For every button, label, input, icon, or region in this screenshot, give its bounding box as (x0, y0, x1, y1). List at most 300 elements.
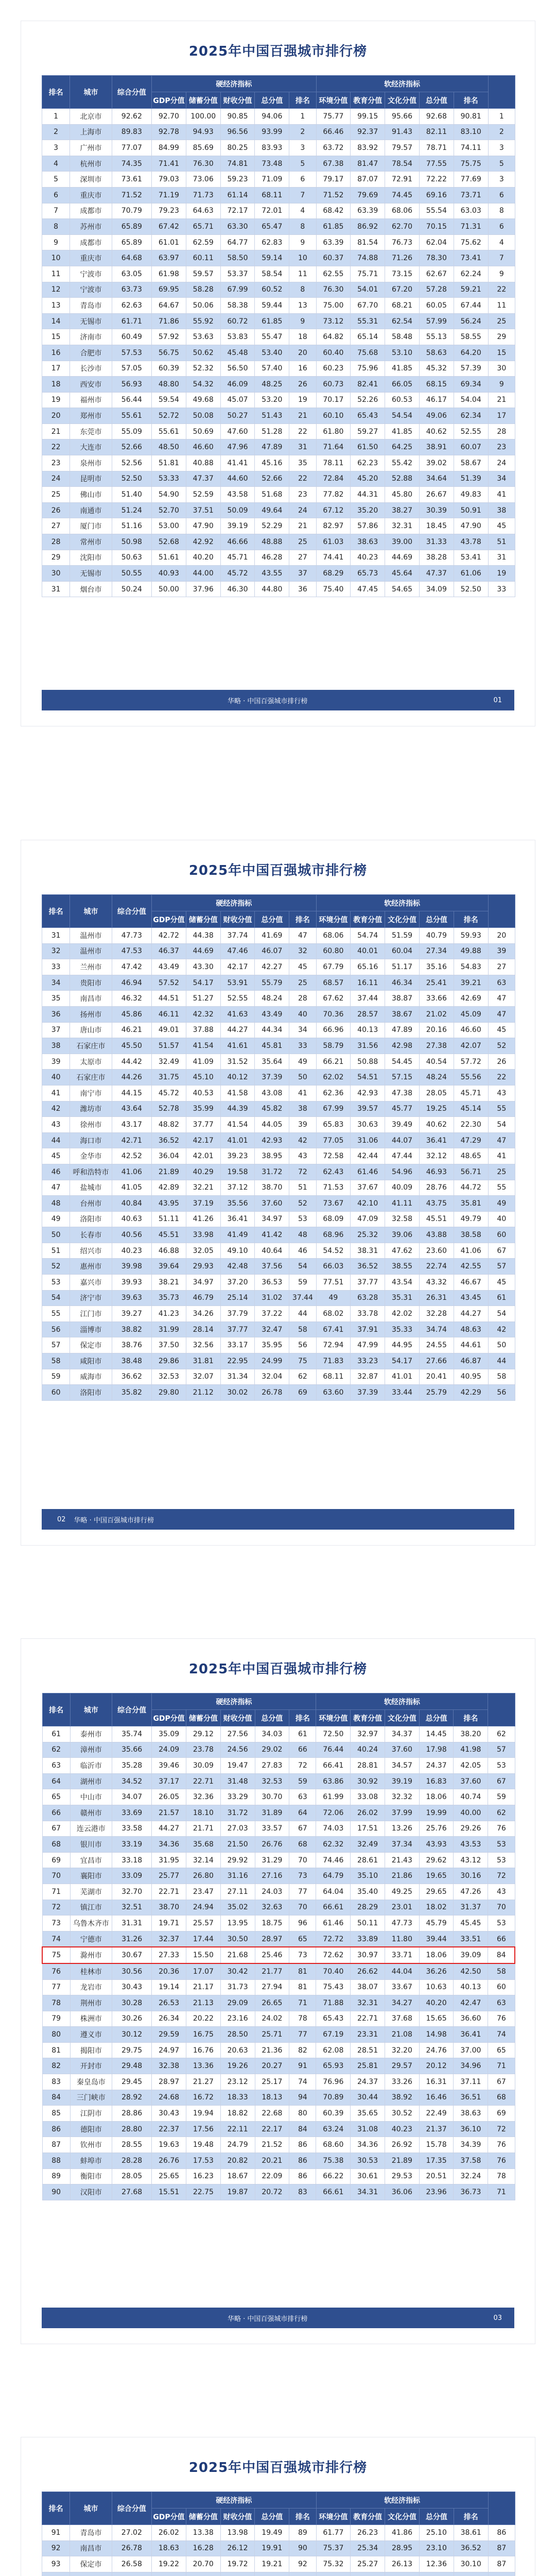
table-cell: 55.79 (255, 975, 289, 991)
table-cell: 32.20 (385, 2042, 419, 2058)
table-cell: 8 (42, 219, 70, 235)
table-row (42, 487, 515, 503)
table-cell: 16 (289, 361, 316, 377)
table-cell: 34.74 (419, 1321, 454, 1337)
table-cell: 41.85 (385, 423, 420, 439)
table-cell: 41 (42, 1085, 70, 1101)
table-cell: 46.79 (186, 1290, 220, 1306)
table-row (42, 2184, 515, 2200)
table-cell: 1 (289, 109, 316, 125)
table-cell: 82.41 (351, 377, 385, 393)
table-cell: 84 (488, 1947, 515, 1963)
table-cell: 48.63 (454, 1321, 488, 1337)
table-cell: 57.15 (385, 1070, 420, 1086)
table-cell: 35.10 (351, 1868, 385, 1884)
table-cell: 68.02 (316, 1306, 351, 1322)
table-cell: 82 (289, 2042, 316, 2058)
table-cell: 1 (42, 109, 70, 125)
table-cell: 61.77 (316, 2525, 351, 2541)
table-cell: 47.45 (351, 581, 385, 597)
table-cell: 64 (289, 1805, 316, 1821)
table-cell: 27.11 (220, 1884, 255, 1900)
page-footer (42, 1509, 514, 1530)
table-cell: 45.72 (220, 566, 255, 582)
table-cell: 徐州市 (70, 1117, 112, 1133)
table-cell: 40.88 (186, 455, 220, 471)
table-cell: 昆明市 (70, 471, 112, 487)
table-cell: 23.60 (419, 1243, 454, 1259)
table-cell: 18.10 (186, 1805, 221, 1821)
table-cell: 74.81 (220, 156, 255, 172)
table-cell: 90.81 (454, 109, 488, 125)
table-cell: 47.37 (186, 471, 220, 487)
table-cell: 18.82 (220, 2106, 255, 2122)
table-cell: 22.49 (419, 2106, 454, 2122)
table-cell: 25.46 (255, 1947, 289, 1963)
table-cell: 41.63 (220, 1006, 255, 1022)
header-filler (488, 1693, 515, 1726)
table-row (42, 2137, 515, 2153)
table-cell: 19.72 (220, 2556, 255, 2572)
table-cell: 62.04 (419, 234, 454, 250)
table-cell: 42.01 (186, 1148, 220, 1164)
table-cell: 70.36 (316, 1006, 351, 1022)
table-cell: 71.52 (112, 187, 151, 203)
table-cell: 29.53 (385, 2168, 419, 2184)
table-cell: 19.21 (255, 2556, 289, 2572)
table-cell: 42.17 (186, 1132, 220, 1148)
table-cell: 35.02 (220, 1900, 255, 1916)
table-cell: 39.49 (385, 1117, 420, 1133)
table-cell: 38.92 (385, 2090, 419, 2106)
table-cell: 62.32 (316, 1837, 351, 1853)
table-cell: 75.40 (316, 581, 351, 597)
table-cell: 37.60 (385, 1742, 419, 1758)
table-cell: 41 (289, 1085, 316, 1101)
table-cell: 76 (42, 1963, 70, 1979)
table-cell: 18.63 (151, 2540, 186, 2556)
table-cell: 34.07 (112, 1789, 152, 1805)
header-hard-group: 硬经济指标 (151, 76, 316, 92)
table-cell: 52 (488, 1038, 515, 1054)
table-cell: 73.41 (454, 250, 488, 266)
table-cell: 55 (488, 1101, 515, 1117)
table-cell: 44.60 (220, 471, 255, 487)
table-cell: 扬州市 (70, 1006, 112, 1022)
header-soft-group: 软经济指标 (316, 2492, 488, 2509)
page-3 (21, 1638, 535, 2344)
table-cell: 18.45 (419, 518, 454, 534)
table-cell: 36.41 (220, 1211, 255, 1227)
table-cell: 64.04 (316, 1884, 351, 1900)
table-cell: 31.81 (186, 1353, 220, 1369)
table-cell: 64.63 (186, 203, 220, 219)
table-cell: 6 (488, 187, 515, 203)
table-cell: 29.93 (186, 1259, 220, 1275)
table-cell: 72 (289, 1758, 316, 1774)
table-cell: 89 (289, 2525, 316, 2541)
table-cell: 44.38 (186, 928, 220, 944)
table-cell: 30.09 (186, 1758, 221, 1774)
table-cell: 13 (289, 298, 316, 314)
table-cell: 95.66 (385, 109, 420, 125)
table-cell: 58.48 (385, 329, 420, 345)
table-cell: 三门峡市 (70, 2090, 112, 2106)
table-cell: 32.47 (255, 1321, 289, 1337)
footer-label: 华略 · 中国百强城市排行榜 (228, 697, 308, 705)
table-cell: 33.23 (351, 1353, 385, 1369)
table-cell: 30.43 (112, 1979, 152, 1995)
table-cell: 18 (42, 377, 70, 393)
table-cell: 55.54 (419, 203, 454, 219)
table-cell: 56.75 (151, 345, 186, 361)
table-cell: 63 (488, 1995, 515, 2011)
table-cell: 51.24 (112, 502, 151, 518)
table-cell: 75.62 (454, 234, 488, 250)
table-cell: 44.15 (112, 1085, 151, 1101)
table-cell: 63.30 (220, 219, 255, 235)
table-cell: 16.72 (186, 2090, 221, 2106)
table-cell: 29.09 (220, 1995, 255, 2011)
table-cell: 53 (42, 1275, 70, 1291)
table-cell: 31 (289, 439, 316, 455)
table-cell: 30.53 (351, 2153, 385, 2169)
table-cell: 29.86 (151, 1353, 186, 1369)
table-cell: 75.71 (351, 266, 385, 282)
table-cell: 66.03 (316, 1259, 351, 1275)
table-cell: 72.72 (316, 1931, 351, 1947)
table-cell: 74.35 (112, 156, 151, 172)
table-cell: 25.57 (186, 1916, 221, 1931)
table-cell (419, 2572, 454, 2576)
table-cell: 9 (488, 377, 515, 393)
table-cell: 44.00 (186, 566, 220, 582)
table-cell: 63 (42, 1758, 70, 1774)
table-cell: 35.28 (112, 1758, 152, 1774)
table-cell: 67.70 (351, 298, 385, 314)
table-cell: 保定市 (70, 2556, 112, 2572)
table-cell: 78 (289, 2011, 316, 2027)
table-cell: 德阳市 (70, 2121, 112, 2137)
table-cell: 40.62 (419, 423, 454, 439)
table-cell: 50.11 (351, 1916, 385, 1931)
table-cell: 6 (42, 187, 70, 203)
table-row (42, 329, 515, 345)
table-cell: 35.99 (186, 1101, 220, 1117)
table-cell: 49.79 (454, 1211, 488, 1227)
table-cell: 25 (488, 1164, 515, 1180)
table-cell: 23.12 (220, 2074, 255, 2090)
table-cell: 32.04 (255, 1369, 289, 1385)
table-cell: 35.40 (351, 1884, 385, 1900)
table-cell: 85 (42, 2106, 70, 2122)
table-cell: 54.17 (385, 1353, 420, 1369)
table-cell: 59.44 (255, 298, 289, 314)
table-cell: 73 (289, 1947, 316, 1963)
table-cell: 惠州市 (70, 1259, 112, 1275)
table-cell: 27.66 (419, 1353, 454, 1369)
table-cell: 65.73 (351, 566, 385, 582)
table-cell: 53.40 (255, 345, 289, 361)
table-cell: 50.98 (112, 534, 151, 550)
table-cell: 28.97 (152, 2074, 186, 2090)
table-cell: 25.76 (419, 1821, 454, 1837)
table-cell: 38.27 (385, 502, 420, 518)
table-cell: 43.78 (454, 534, 488, 550)
table-cell: 71.41 (151, 156, 186, 172)
table-cell: 62.08 (316, 2042, 351, 2058)
table-cell: 石家庄市 (70, 1070, 112, 1086)
header-soft-total: 总分值 (419, 2509, 454, 2525)
table-row (42, 1337, 515, 1353)
table-cell: 44.69 (385, 550, 420, 566)
table-cell: 31 (42, 581, 70, 597)
table-cell: 67.20 (385, 282, 420, 298)
table-cell: 46.94 (112, 975, 151, 991)
header-hard-rank: 排名 (289, 92, 316, 109)
table-cell: 40.29 (186, 1164, 220, 1180)
table-cell: 厦门市 (70, 518, 112, 534)
table-cell: 44 (488, 1353, 515, 1369)
table-cell: 58.63 (419, 345, 454, 361)
table-cell: 22 (42, 439, 70, 455)
table-cell: 23.01 (385, 1900, 419, 1916)
table-cell: 25.32 (351, 1227, 385, 1243)
table-cell: 镇江市 (70, 1900, 112, 1916)
table-cell: 47.73 (112, 928, 151, 944)
table-cell: 9 (42, 234, 70, 250)
table-cell: 38.70 (152, 1900, 186, 1916)
header-rank: 排名 (42, 1693, 70, 1726)
table-cell: 75.38 (316, 2153, 351, 2169)
table-cell: 81 (42, 2042, 70, 2058)
table-cell: 52.55 (454, 423, 488, 439)
table-cell: 44.07 (385, 1132, 420, 1148)
table-row (42, 1117, 515, 1133)
ranking-table (42, 2492, 515, 2576)
table-cell: 温州市 (70, 943, 112, 959)
table-cell: 45.07 (220, 392, 255, 408)
table-cell: 青岛市 (70, 298, 112, 314)
table-cell: 74.46 (316, 1852, 351, 1868)
table-cell: 18.06 (419, 1947, 454, 1963)
table-cell: 27 (289, 550, 316, 566)
table-cell: 22 (488, 1070, 515, 1086)
table-cell: 30.44 (351, 2090, 385, 2106)
table-cell: 75.96 (351, 361, 385, 377)
table-cell: 69 (42, 1852, 70, 1868)
table-cell: 60.40 (316, 345, 351, 361)
table-row (42, 1868, 515, 1884)
table-cell: 31.34 (220, 1369, 255, 1385)
table-cell: 66 (488, 1931, 515, 1947)
table-cell: 48.82 (151, 1117, 186, 1133)
table-cell: 39.46 (152, 1758, 186, 1774)
table-cell: 39.06 (385, 1227, 420, 1243)
table-cell: 23 (42, 455, 70, 471)
table-cell: 37.60 (255, 1196, 289, 1212)
table-cell: 28.05 (419, 1085, 454, 1101)
table-cell: 61.80 (316, 423, 351, 439)
table-cell: 72.62 (316, 1947, 351, 1963)
table-cell: 20 (488, 928, 515, 944)
table-cell: 37.39 (351, 1385, 385, 1401)
table-cell: 31.99 (151, 1321, 186, 1337)
table-cell: 60.04 (385, 943, 420, 959)
table-cell: 76 (488, 2011, 515, 2027)
table-cell: 24.94 (186, 1900, 221, 1916)
table-cell: 77 (42, 1979, 70, 1995)
table-cell: 4 (42, 156, 70, 172)
table-cell: 60.49 (112, 329, 151, 345)
table-cell: 蚌埠市 (70, 2153, 112, 2169)
table-cell: 65.14 (351, 329, 385, 345)
table-cell: 35.64 (255, 1054, 289, 1070)
table-cell: 74 (289, 2074, 316, 2090)
table-cell: 86 (488, 2525, 515, 2541)
table-cell: 50.63 (112, 550, 151, 566)
table-cell: 67 (42, 1821, 70, 1837)
table-cell: 24.55 (419, 1337, 454, 1353)
table-cell: 62 (289, 1369, 316, 1385)
table-cell: 芜湖市 (70, 1884, 112, 1900)
table-cell: 21 (42, 423, 70, 439)
table-cell: 83 (42, 2074, 70, 2090)
table-cell: 3 (488, 140, 515, 156)
table-cell: 19.49 (255, 2525, 289, 2541)
table-cell: 36.53 (255, 1275, 289, 1291)
table-cell: 43.12 (454, 1852, 488, 1868)
table-cell: 41.42 (255, 1227, 289, 1243)
table-cell: 泰州市 (70, 1726, 112, 1742)
table-cell: 60 (42, 1385, 70, 1401)
header-soft-total: 总分值 (419, 92, 454, 109)
table-cell: 32.12 (419, 1148, 454, 1164)
table-cell: 84 (42, 2090, 70, 2106)
table-cell: 26.62 (351, 1963, 385, 1979)
table-cell: 86 (289, 2153, 316, 2169)
table-cell: 48.25 (255, 377, 289, 393)
table-cell: 76 (488, 1821, 515, 1837)
table-cell: 43 (42, 1117, 70, 1133)
table-cell: 22 (289, 423, 316, 439)
table-cell: 92.78 (151, 124, 186, 140)
table-cell: 24 (42, 471, 70, 487)
table-cell: 32.28 (419, 1306, 454, 1322)
table-cell: 16 (42, 345, 70, 361)
table-cell: 沈阳市 (70, 550, 112, 566)
table-row (42, 2121, 515, 2137)
table-cell: 36.73 (454, 2184, 488, 2200)
table-cell: 75.32 (316, 2556, 351, 2572)
table-cell: 78.11 (316, 455, 351, 471)
table-cell: 泉州市 (70, 455, 112, 471)
table-cell: 洛阳市 (70, 1211, 112, 1227)
table-cell: 51.28 (255, 423, 289, 439)
table-cell: 47 (488, 991, 515, 1007)
table-cell: 70.40 (316, 1963, 351, 1979)
table-row (42, 1726, 515, 1742)
table-cell: 1 (488, 109, 515, 125)
table-cell: 31 (42, 928, 70, 944)
table-cell: 35.33 (385, 1321, 420, 1337)
table-cell (42, 2572, 70, 2576)
table-cell: 46.87 (454, 1353, 488, 1369)
table-cell: 38.07 (351, 1979, 385, 1995)
table-cell: 63.60 (316, 1385, 351, 1401)
table-cell: 28.51 (351, 2042, 385, 2058)
table-row (42, 1006, 515, 1022)
table-cell: 47.42 (112, 959, 151, 975)
table-cell: 39.93 (112, 1275, 151, 1291)
table-row (42, 408, 515, 424)
table-cell: 45 (42, 1148, 70, 1164)
table-cell: 19 (42, 392, 70, 408)
table-cell: 42.72 (151, 928, 186, 944)
table-cell: 31.08 (351, 2121, 385, 2137)
table-cell: 88 (42, 2153, 70, 2169)
table-cell: 16.83 (419, 1773, 454, 1789)
table-cell: 荆州市 (70, 1995, 112, 2011)
header-city: 城市 (70, 2492, 112, 2525)
table-cell: 52.32 (186, 361, 220, 377)
table-cell: 56 (289, 1337, 316, 1353)
table-cell: 3 (289, 140, 316, 156)
table-cell: 41.54 (186, 1038, 220, 1054)
table-cell: 70.17 (316, 392, 351, 408)
table-cell: 54.90 (151, 487, 186, 503)
table-cell: 54.51 (351, 1070, 385, 1086)
table-cell: 79.57 (385, 140, 420, 156)
table-row (42, 1180, 515, 1196)
table-cell: 72 (289, 1164, 316, 1180)
table-cell: 25 (42, 487, 70, 503)
table-cell: 石家庄市 (70, 1038, 112, 1054)
table-cell: 65 (42, 1789, 70, 1805)
table-row (42, 1385, 515, 1401)
table-cell: 39.21 (454, 975, 488, 991)
table-cell: 40.23 (385, 2121, 419, 2137)
table-cell: 38.20 (454, 1726, 488, 1742)
table-cell: 35.20 (351, 502, 385, 518)
table-cell: 63.39 (316, 234, 351, 250)
table-cell: 18.06 (419, 1789, 454, 1805)
table-cell: 87.07 (351, 172, 385, 188)
table-cell: 18.67 (220, 2168, 255, 2184)
table-cell: 银川市 (70, 1837, 112, 1853)
table-cell: 37.44 (289, 1290, 316, 1306)
table-cell: 45.71 (220, 550, 255, 566)
table-cell: 55.47 (255, 329, 289, 345)
table-cell: 89.83 (112, 124, 151, 140)
table-cell: 66.61 (316, 2184, 351, 2200)
table-cell: 54 (488, 1306, 515, 1322)
table-cell: 47 (289, 928, 316, 944)
table-cell: 75 (289, 1353, 316, 1369)
table-cell: 27.94 (255, 1979, 289, 1995)
table-cell: 19 (488, 566, 515, 582)
table-cell: 71.52 (316, 187, 351, 203)
header-revenue: 财收分值 (220, 911, 255, 928)
table-cell: 29 (42, 550, 70, 566)
table-cell: 26.76 (255, 1837, 289, 1853)
table-cell: 7 (488, 250, 515, 266)
table-cell (70, 2572, 112, 2576)
page-number: 03 (493, 2314, 502, 2322)
table-cell: 79 (42, 2011, 70, 2027)
table-cell: 东莞市 (70, 423, 112, 439)
table-row (42, 1789, 515, 1805)
